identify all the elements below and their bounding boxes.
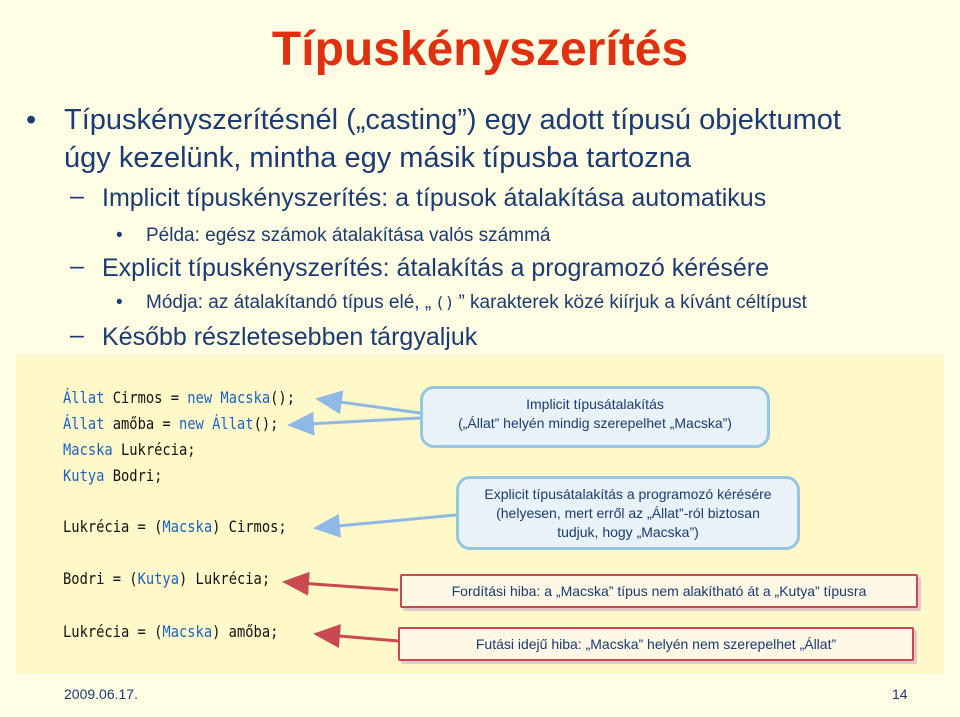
explicit-callout-line1: Explicit típusátalakítás a programozó kérésére bbox=[484, 486, 772, 502]
code-type: Macska bbox=[162, 622, 213, 641]
explicit-method-paren: () bbox=[435, 293, 455, 312]
compile-error-text: Fordítási hiba: a „Macska” típus nem alakítható át a „Kutya” típusra bbox=[451, 583, 867, 599]
arrow-implicit-1 bbox=[318, 399, 420, 413]
implicit-callout bbox=[420, 386, 770, 448]
code-text: Lukrécia = ( bbox=[63, 517, 163, 536]
compile-error-callout bbox=[400, 574, 918, 608]
code-type: Kutya bbox=[63, 466, 105, 485]
runtime-error-text: Futási idejű hiba: „Macska” helyén nem szerepelhet „Állat” bbox=[475, 636, 837, 652]
implicit-callout-title: Implicit típusátalakítás bbox=[526, 396, 664, 412]
code-text: ) Cirmos; bbox=[212, 517, 287, 536]
code-text: ) Lukrécia; bbox=[178, 569, 271, 588]
bullet-implicit-example-text: Példa: egész számok átalakítása valós számmá bbox=[146, 225, 551, 246]
code-keyword: new bbox=[178, 414, 204, 433]
code-type: Macska bbox=[162, 517, 213, 536]
bullet-marker: • bbox=[116, 292, 123, 313]
code-text: Bodri; bbox=[104, 466, 163, 485]
code-type: Kutya bbox=[137, 569, 179, 588]
bullet-implicit-text: Implicit típuskényszerítés: a típusok átalakítása automatikus bbox=[102, 184, 767, 212]
bullet-marker: • bbox=[116, 225, 123, 246]
code-type: Állat bbox=[212, 414, 254, 433]
explicit-callout-line2: (helyesen, mert erről az „Állat”-ról biztosan bbox=[496, 505, 760, 521]
explicit-callout bbox=[456, 476, 800, 550]
code-type: Állat bbox=[63, 388, 105, 407]
code-type: Állat bbox=[63, 414, 105, 433]
code-text: Cirmos = bbox=[104, 388, 188, 407]
dash-marker: – bbox=[70, 252, 84, 280]
slide-title: Típuskényszerítés bbox=[271, 23, 689, 76]
dash-marker: – bbox=[70, 182, 84, 210]
explicit-callout-line3: tudjuk, hogy „Macska”) bbox=[557, 524, 699, 540]
implicit-callout-body: („Állat” helyén mindig szerepelhet „Macska”) bbox=[458, 415, 732, 431]
arrow-runtime-error bbox=[316, 634, 398, 641]
dash-marker: – bbox=[70, 321, 84, 349]
arrow-explicit bbox=[316, 515, 456, 528]
bullet-explicit-text: Explicit típuskényszerítés: átalakítás a programozó kérésére bbox=[102, 254, 769, 282]
code-type: Macska bbox=[220, 388, 271, 407]
bullet-main-line2: úgy kezelünk, mintha egy másik típusba tartozna bbox=[64, 142, 692, 174]
code-text: (); bbox=[253, 414, 279, 433]
code-keyword: new bbox=[187, 388, 213, 407]
footer-date: 2009.06.17. bbox=[64, 686, 138, 702]
code-text: Lukrécia = ( bbox=[63, 622, 163, 641]
code-text: (); bbox=[270, 388, 295, 407]
bullet-main-line1: Típuskényszerítésnél („casting”) egy adott típusú objektumot bbox=[64, 104, 841, 136]
code-text: amőba = bbox=[104, 414, 179, 433]
code-type: Macska bbox=[63, 440, 113, 459]
code-text: Bodri = ( bbox=[63, 569, 138, 588]
footer-page-number: 14 bbox=[892, 686, 908, 702]
bullet-later-text: Később részletesebben tárgyaljuk bbox=[102, 323, 478, 351]
explicit-method-text-a: Módja: az átalakítandó típus elé, „ bbox=[146, 292, 432, 313]
arrow-compile-error bbox=[285, 582, 398, 590]
bullet-marker: • bbox=[26, 104, 37, 136]
runtime-error-callout bbox=[398, 627, 914, 661]
code-text: Lukrécia; bbox=[112, 440, 196, 459]
arrow-implicit-2 bbox=[290, 418, 420, 425]
explicit-method-text-b: ” karakterek közé kiírjuk a kívánt céltípust bbox=[458, 292, 807, 313]
code-text: ) amőba; bbox=[212, 622, 279, 641]
